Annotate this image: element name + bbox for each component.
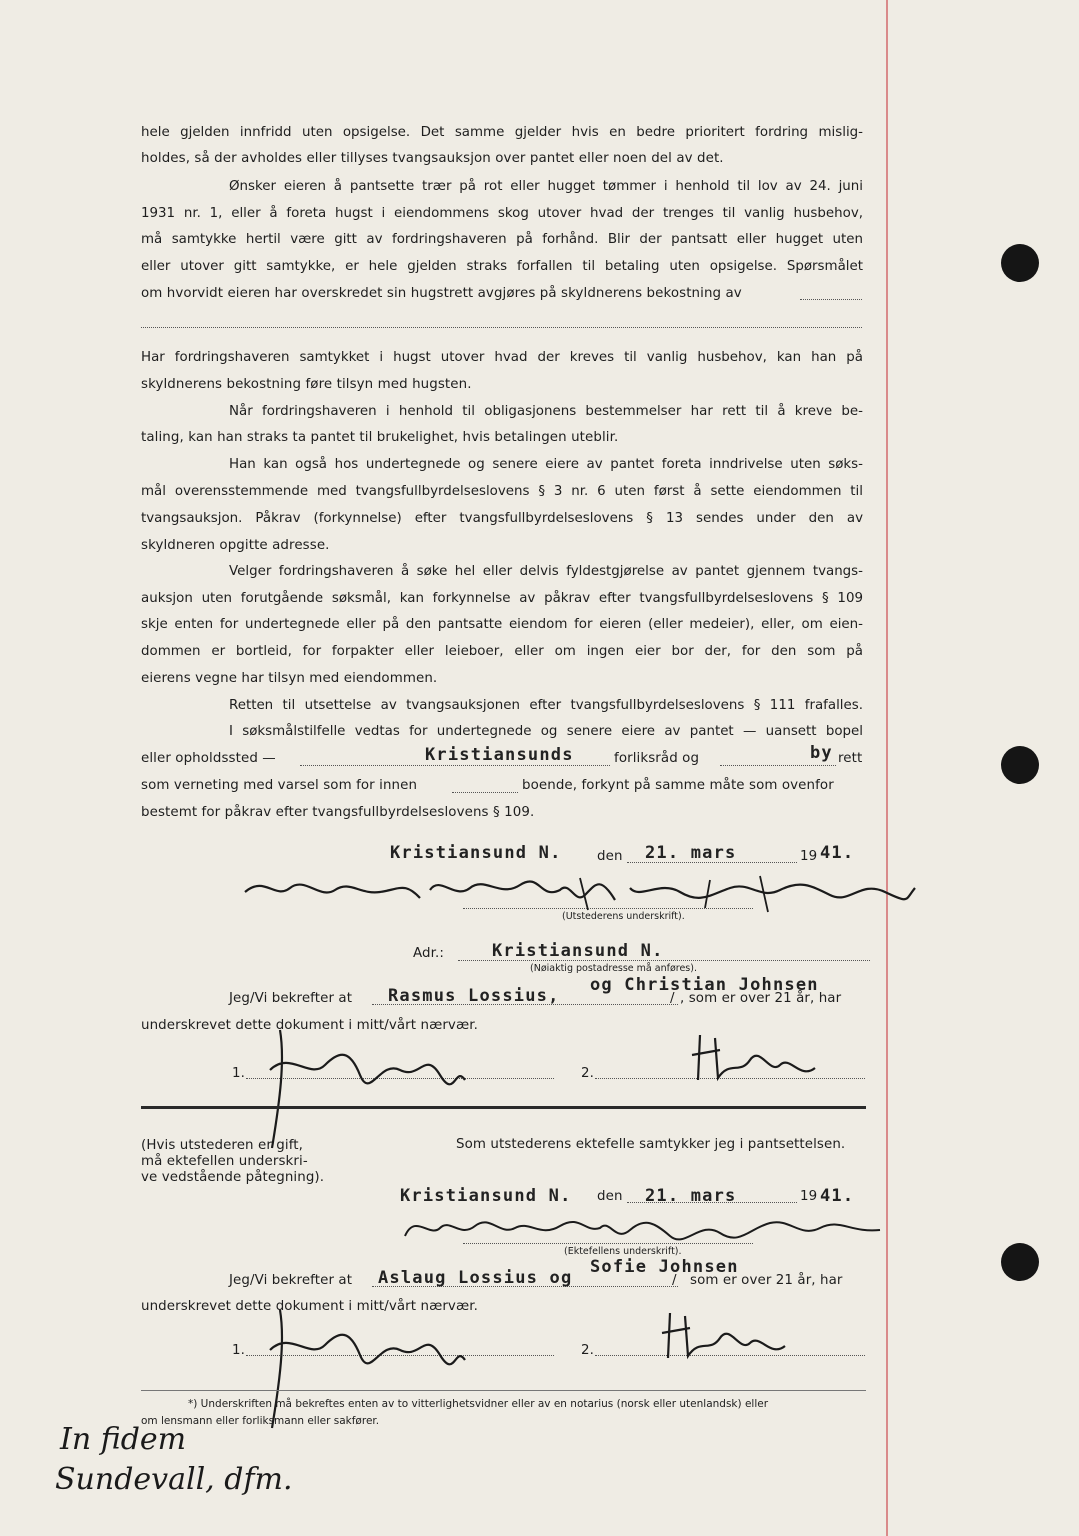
witness-names-typed: Sofie Johnsen (590, 1257, 739, 1277)
body-text-line: tvangsauksjon. Påkrav (forkynnelse) efter tvangsfullbyrdelseslovens § 13 sendes under den av (141, 511, 863, 526)
venue-text: bestemt for påkrav efter tvangsfullbyrdelseslovens § 109. (141, 805, 535, 820)
year-typed: 41. (820, 1186, 855, 1206)
body-text-line: Han kan også hos undertegnede og senere eiere av pantet foreta inndrivelse uten søks- (229, 457, 863, 472)
handwritten-note: In fidem (60, 1422, 187, 1457)
witness-signature (690, 1030, 830, 1090)
spouse-note: må ektefellen underskri- (141, 1154, 308, 1169)
date-label: den (597, 1189, 623, 1204)
punch-hole (1001, 244, 1039, 282)
body-text-line: eller utover gitt samtykke, er hele gjelden straks forfallen til betaling uten opsigelse. Spørsmålet (141, 259, 863, 274)
date-place-typed: Kristiansund N. (400, 1186, 572, 1206)
issuer-caption: (Utstederens underskrift). (562, 911, 685, 922)
body-text-line: Retten til utsettelse av tvangsauksjonen efter tvangsfullbyrdelseslovens § 111 frafalles. (229, 698, 863, 713)
witness-names-typed: Rasmus Lossius, (388, 986, 560, 1006)
punch-hole (1001, 1243, 1039, 1281)
witness-text: Jeg/Vi bekrefter at (229, 991, 353, 1006)
venue-text: rett (838, 751, 863, 766)
spouse-caption: (Ektefellens underskrift). (564, 1246, 682, 1257)
spouse-signature (400, 1208, 885, 1248)
date-typed: 21. mars (645, 843, 737, 863)
body-text-line: dommen er bortleid, for forpakter eller leieboer, eller om ingen eier bor der, for den som på (141, 644, 863, 659)
body-text-line: om hvorvidt eieren har overskredet sin hugstrett avgjøres på skyldnerens bekostning av (141, 286, 742, 301)
fill-line (720, 765, 836, 766)
body-text-line: Har fordringshaveren samtykket i hugst utover hvad der kreves til vanlig husbehov, kan han på (141, 350, 863, 365)
footnote-rule (141, 1390, 866, 1391)
venue-text: eller opholdssted — (141, 751, 276, 766)
witness-text: som er over 21 år, har (690, 1273, 843, 1288)
venue-text: som verneting med varsel som for innen (141, 778, 418, 793)
body-text-line: Velger fordringshaveren å søke hel eller delvis fyldestgjørelse av pantet gjennem tvangs- (229, 564, 863, 579)
body-text-line: skje enten for undertegnede eller på den pantsatte eiendom for eieren (eller medeier), eller, om eien- (141, 617, 863, 632)
handwritten-note: Sundevall, dfm. (55, 1462, 293, 1497)
court-place-typed: Kristiansunds (425, 745, 574, 765)
address-label: Adr.: (413, 946, 444, 961)
venue-text: forliksråd og (614, 751, 700, 766)
body-text-line: 1931 nr. 1, eller å foreta hugst i eiendommens skog utover hvad der trenges til vanlig husbehov, (141, 206, 863, 221)
witness-number: 2. (581, 1066, 594, 1081)
fill-line (452, 792, 518, 793)
body-text-line: holdes, så der avholdes eller tillyses tvangsauksjon over pantet eller noen del av det. (141, 151, 724, 166)
body-text-line: hele gjelden innfridd uten opsigelse. Det samme gjelder hvis en bedre prioritert fordring mislig- (141, 125, 863, 140)
fill-line (463, 908, 753, 909)
address-caption: (Nøiaktig postadresse må anføres). (530, 963, 697, 974)
body-text-line: I søksmålstilfelle vedtas for undertegnede og senere eiere av pantet — uansett bopel (229, 724, 863, 739)
fill-line (800, 299, 862, 300)
body-text-line: mål overensstemmende med tvangsfullbyrdelseslovens § 3 nr. 6 uten først å sette eiendommen til (141, 484, 863, 499)
court-type-typed: by (810, 743, 833, 763)
witness-number: 2. (581, 1343, 594, 1358)
body-text-line: eierens vegne har tilsyn med eiendommen. (141, 671, 438, 686)
fill-line (463, 1243, 753, 1244)
witness-names-typed: Aslaug Lossius og (378, 1268, 573, 1288)
witness-number: 1. (232, 1066, 245, 1081)
witness-text: underskrevet dette dokument i mitt/vårt nærvær. (141, 1018, 478, 1033)
year-prefix: 19 (800, 1189, 818, 1204)
venue-text: boende, forkynt på samme måte som ovenfor (522, 778, 834, 793)
footnote-text: *) Underskriften må bekreftes enten av to vitterlighetsvidner eller av en notarius (norsk eller utenlandsk) eller (188, 1398, 769, 1410)
date-place-typed: Kristiansund N. (390, 843, 562, 863)
body-text-line: auksjon uten forutgående søksmål, kan forkynnelse av påkrav efter tvangsfullbyrdelseslovens § 109 (141, 591, 863, 606)
fill-line (141, 327, 862, 328)
year-typed: 41. (820, 843, 855, 863)
witness-text: underskrevet dette dokument i mitt/vårt nærvær. (141, 1299, 478, 1314)
witness-names-typed: og Christian Johnsen (590, 975, 819, 995)
witness-text: / (670, 991, 675, 1006)
spouse-consent: Som utstederens ektefelle samtykker jeg i pantsettelsen. (456, 1137, 846, 1152)
date-typed: 21. mars (645, 1186, 737, 1206)
body-text-line: Når fordringshaveren i henhold til obligasjonens bestemmelser har rett til å kreve be- (229, 404, 863, 419)
spouse-note: ve vedstående påtegning). (141, 1170, 325, 1185)
body-text-line: skyldneren opgitte adresse. (141, 538, 330, 553)
witness-number: 1. (232, 1343, 245, 1358)
body-text-line: må samtykke hertil være gitt av fordringshaveren på forhånd. Blir der pantsatt eller hugget uten (141, 232, 863, 247)
year-prefix: 19 (800, 849, 818, 864)
address-typed: Kristiansund N. (492, 941, 664, 961)
witness-text: Jeg/Vi bekrefter at (229, 1273, 353, 1288)
body-text-line: skyldnerens bekostning føre tilsyn med hugsten. (141, 377, 472, 392)
body-text-line: taling, kan han straks ta pantet til brukelighet, hvis betalingen uteblir. (141, 430, 619, 445)
punch-hole (1001, 746, 1039, 784)
spouse-note: (Hvis utstederen er gift, (141, 1138, 304, 1153)
footnote-text: om lensmann eller forliksmann eller sakfører. (141, 1415, 380, 1427)
body-text-line: Ønsker eieren å pantsette trær på rot eller hugget tømmer i henhold til lov av 24. juni (229, 179, 863, 194)
margin-line (886, 0, 888, 1536)
witness-signature (660, 1308, 800, 1368)
fill-line (300, 765, 610, 766)
witness-text: / (672, 1273, 677, 1288)
witness-text: , som er over 21 år, har (680, 991, 842, 1006)
section-divider (141, 1106, 866, 1109)
date-label: den (597, 849, 623, 864)
